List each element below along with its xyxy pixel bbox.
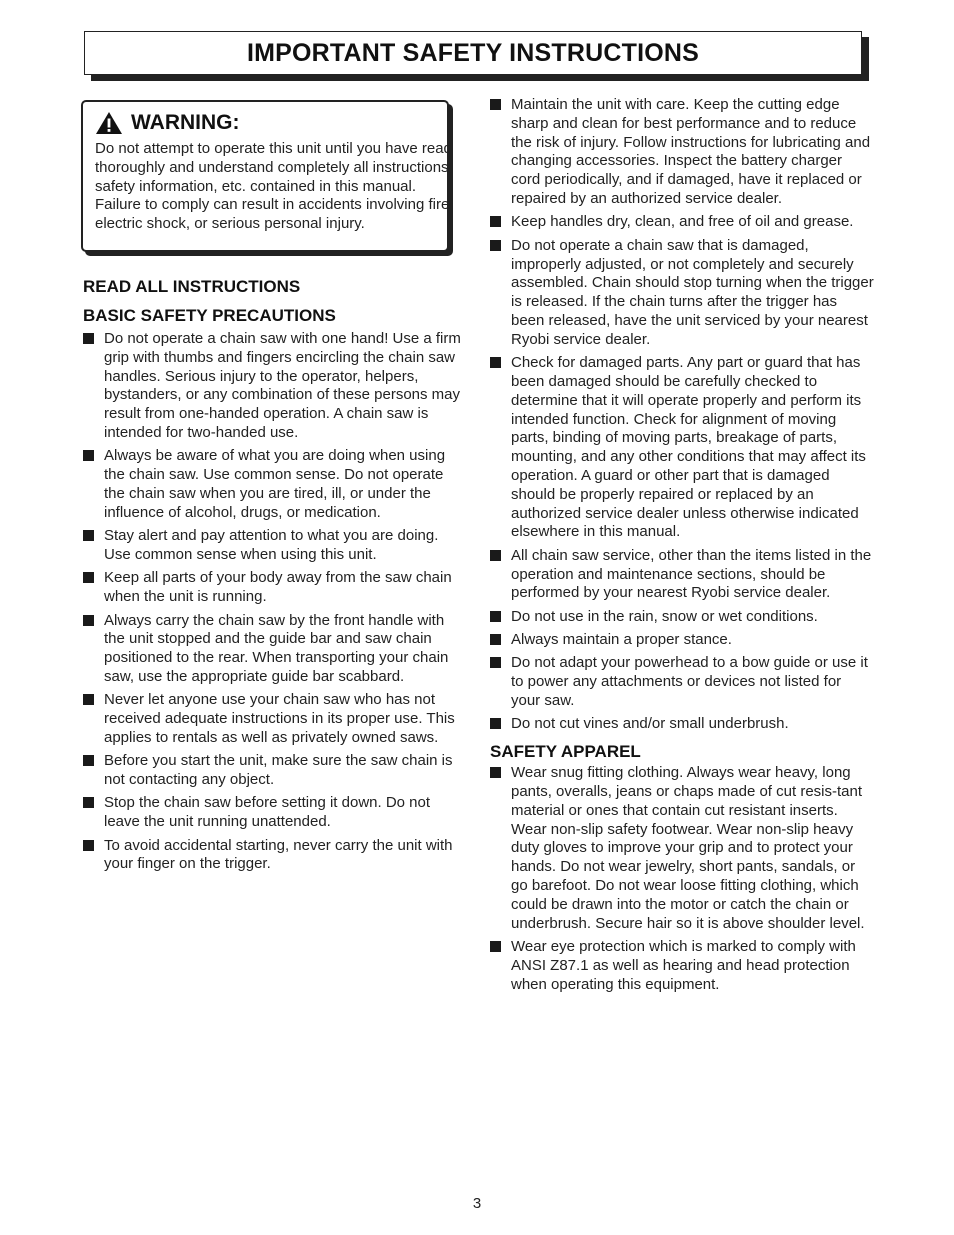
basic-precautions-continued-list (490, 96, 874, 734)
warning-triangle-icon (95, 111, 123, 135)
read-all-heading: READ ALL INSTRUCTIONS (83, 277, 301, 296)
list-item: Do not operate a chain saw that is damaged, improperly adjusted, or not completely and securely assembled. Chain should stop turning when the trigger is released. If the chain turns after the trigger has been released, have the unit serviced by your nearest Ryobi service dealer. (490, 237, 874, 350)
list-item: Stay alert and pay attention to what you are doing. Use common sense when using this unit. (83, 527, 463, 565)
list-item: Keep all parts of your body away from the saw chain when the unit is running. (83, 569, 463, 607)
list-item: To avoid accidental starting, never carry the unit with your finger on the trigger. (83, 837, 463, 875)
list-item: Never let anyone use your chain saw who has not received adequate instructions in its proper use. This applies to rentals as well as privately owned saws. (83, 691, 463, 747)
list-item: Do not cut vines and/or small underbrush. (490, 715, 874, 734)
warning-header (95, 110, 447, 136)
warning-text: Do not attempt to operate this unit until you have read thoroughly and understand completely all instructions, safety information, etc. contained in this manual. Failure to comply can result in accidents involving fire, electric shock, or serious personal injury. (95, 140, 454, 233)
list-item: Always maintain a proper stance. (490, 631, 874, 650)
list-item: Before you start the unit, make sure the saw chain is not contacting any object. (83, 752, 463, 790)
page-title: IMPORTANT SAFETY INSTRUCTIONS (246, 38, 700, 67)
list-item: Stop the chain saw before setting it down. Do not leave the unit running unattended. (83, 794, 463, 832)
title-banner (84, 31, 862, 75)
warning-label: WARNING: (131, 111, 240, 134)
safety-apparel-list (490, 764, 874, 994)
list-item: Wear eye protection which is marked to comply with ANSI Z87.1 as well as hearing and head protection when operating this equipment. (490, 938, 874, 994)
list-item: Always carry the chain saw by the front handle with the unit stopped and the guide bar and saw chain positioned to the rear. When transporting your chain saw, use the appropriate guide bar scabbard. (83, 612, 463, 687)
list-item: Maintain the unit with care. Keep the cutting edge sharp and clean for best performance and to reduce the risk of injury. Follow instructions for lubricating and changing accessories. Inspect the battery charger cord periodically, and if damaged, have it replaced or repaired by an authorized service dealer. (490, 96, 874, 209)
list-item: All chain saw service, other than the items listed in the operation and maintenance sections, should be performed by your nearest Ryobi service dealer. (490, 547, 874, 603)
page-number: 3 (472, 1195, 482, 1212)
list-item: Do not use in the rain, snow or wet conditions. (490, 608, 874, 627)
left-column (83, 277, 463, 879)
list-item: Always be aware of what you are doing when using the chain saw. Use common sense. Do not operate the chain saw when you are tired, ill, or under the influence of alcohol, drugs, or medication. (83, 447, 463, 522)
warning-box (81, 100, 454, 252)
basic-precautions-list (83, 330, 463, 874)
list-item: Do not adapt your powerhead to a bow guide or use it to power any attachments or devices not listed for your saw. (490, 654, 874, 710)
list-item: Keep handles dry, clean, and free of oil and grease. (490, 213, 874, 232)
list-item: Wear snug fitting clothing. Always wear heavy, long pants, overalls, jeans or chaps made of cut resis-tant material or ones that contain cut resistant inserts. Wear non-slip safety footwear. Wear non-slip heavy duty gloves to improve your grip and to protect your hands. Do not wear jewelry, short pants, sandals, or go barefoot. Do not wear loose fitting clothing, which could be drawn into the motor or catch the chain or underbrush. Secure hair so it is above shoulder level. (490, 764, 874, 933)
list-item: Check for damaged parts. Any part or guard that has been damaged should be carefully checked to determine that it will operate properly and perform its intended function. Check for alignment of moving parts, binding of moving parts, breakage of parts, mounting, and any other conditions that may affect its operation. A guard or other part that is damaged should be properly repaired or replaced by an authorized service dealer unless otherwise indicated elsewhere in this manual. (490, 354, 874, 542)
list-item: Do not operate a chain saw with one hand! Use a firm grip with thumbs and fingers encircling the chain saw handles. Serious injury to the operator, helpers, bystanders, or any combination of these persons may result from one-handed operation. A chain saw is intended for two-handed use. (83, 330, 463, 443)
right-column (490, 96, 874, 999)
basic-precautions-heading: BASIC SAFETY PRECAUTIONS (83, 306, 336, 325)
safety-apparel-heading: SAFETY APPAREL (490, 742, 641, 762)
